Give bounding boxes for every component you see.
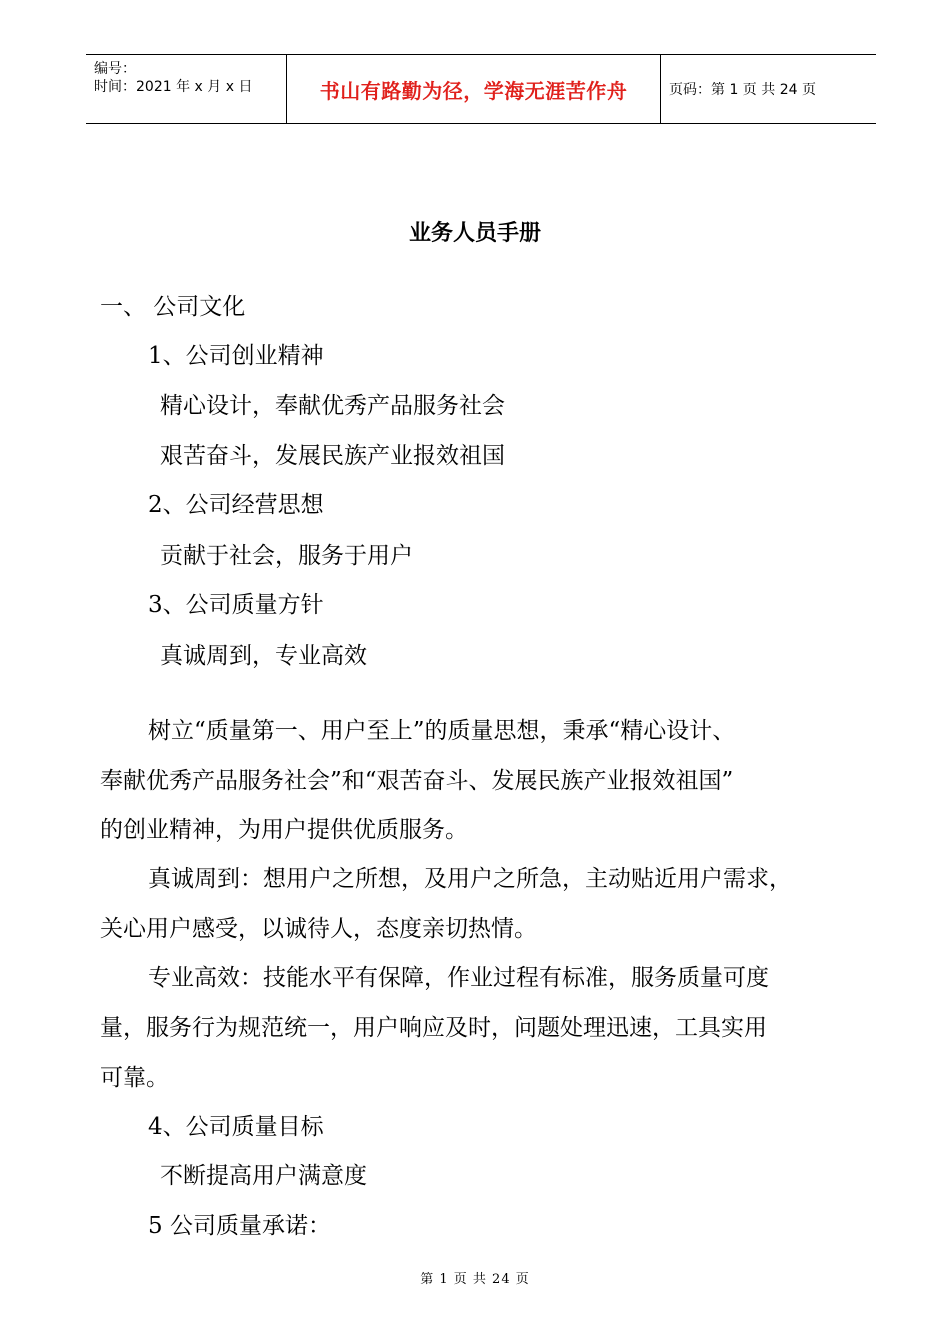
body-text-line: 真诚周到，专业高效 <box>160 643 367 669</box>
paragraph-line: 量，服务行为规范统一，用户响应及时，问题处理迅速，工具实用 <box>100 1015 767 1041</box>
page-header <box>86 54 876 124</box>
paragraph-line: 的创业精神，为用户提供优质服务。 <box>100 817 468 843</box>
header-motto: 书山有路勤为径，学海无涯苦作舟 <box>319 78 628 103</box>
paragraph-line: 可靠。 <box>100 1065 169 1091</box>
list-item-heading: 2、公司经营思想 <box>148 492 324 518</box>
body-text-line: 不断提高用户满意度 <box>160 1163 367 1189</box>
paragraph-line: 奉献优秀产品服务社会”和“艰苦奋斗、发展民族产业报效祖国” <box>100 768 734 794</box>
paragraph-line: 关心用户感受，以诚待人，态度亲切热情。 <box>100 916 537 942</box>
paragraph-line: 专业高效：技能水平有保障，作业过程有标准，服务质量可度 <box>148 965 769 991</box>
header-meta <box>94 60 252 96</box>
document-number-label: 编号： <box>94 61 136 77</box>
paragraph-line: 真诚周到：想用户之所想，及用户之所急，主动贴近用户需求， <box>148 866 792 892</box>
header-page-info: 页码：第 1 页 共 24 页 <box>669 82 816 98</box>
body-text-line: 精心设计，奉献优秀产品服务社会 <box>160 393 505 419</box>
list-item-heading: 4、公司质量目标 <box>148 1114 324 1140</box>
body-text-line: 贡献于社会，服务于用户 <box>160 543 413 569</box>
list-item-heading: 1、公司创业精神 <box>148 343 324 369</box>
page-footer: 第 1 页 共 24 页 <box>420 1272 530 1287</box>
body-text-line: 艰苦奋斗，发展民族产业报效祖国 <box>160 443 505 469</box>
header-divider <box>660 55 661 123</box>
paragraph-line: 树立“质量第一、用户至上”的质量思想，秉承“精心设计、 <box>148 718 736 744</box>
list-item-heading: 5 公司质量承诺： <box>148 1213 331 1239</box>
list-item-heading: 3、公司质量方针 <box>148 592 324 618</box>
section-heading: 一、 公司文化 <box>100 294 246 320</box>
document-title: 业务人员手册 <box>408 221 541 246</box>
document-time-label: 时间：2021 年 x 月 x 日 <box>94 79 253 95</box>
